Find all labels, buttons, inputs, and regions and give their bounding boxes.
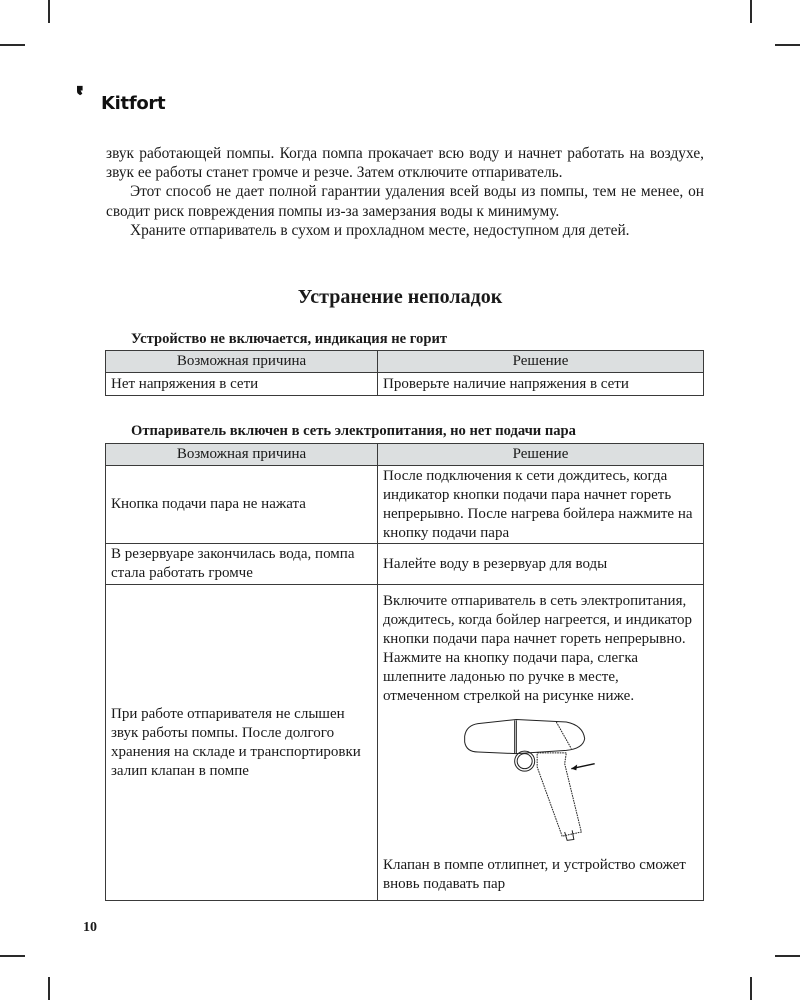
intro-text — [106, 144, 704, 240]
crop-mark — [775, 44, 800, 46]
brand-name: Kitfort — [101, 93, 166, 114]
solution-cell: Налейте воду в резервуар для воды — [378, 544, 704, 585]
crop-mark — [0, 44, 25, 46]
table-row — [106, 466, 704, 544]
column-header-cause: Возможная причина — [106, 351, 378, 373]
table-caption: Отпариватель включен в сеть электропитания, но нет подачи пара — [131, 423, 576, 439]
crop-mark — [750, 0, 752, 23]
solution-cell — [378, 585, 704, 901]
table-row — [106, 373, 704, 396]
table-row — [106, 585, 704, 901]
crop-mark — [775, 955, 800, 957]
solution-cell: После подключения к сети дождитесь, когда индикатор кнопки подачи пара начнет гореть непрерывно. После нагрева бойлера нажмите на кнопку подачи пара — [378, 466, 704, 544]
crop-mark — [48, 977, 50, 1000]
table-header-row — [106, 351, 704, 373]
table-header-row — [106, 444, 704, 466]
solution-cell: Проверьте наличие напряжения в сети — [378, 373, 704, 396]
crop-mark — [48, 0, 50, 23]
column-header-solution: Решение — [378, 351, 704, 373]
cause-cell: При работе отпаривателя не слышен звук работы помпы. После долгого хранения на складе и транспортировки залип клапан в помпе — [106, 585, 378, 901]
crop-mark — [0, 955, 25, 957]
troubleshooting-table — [105, 443, 704, 901]
paragraph: Храните отпариватель в сухом и прохладном месте, недоступном для детей. — [130, 221, 630, 239]
solution-result-text: Клапан в помпе отлипнет, и устройство сможет вновь подавать пар — [383, 856, 686, 892]
table-row — [106, 544, 704, 585]
section-title: Устранение неполадок — [297, 286, 503, 308]
crop-mark — [750, 977, 752, 1000]
column-header-solution: Решение — [378, 444, 704, 466]
cause-cell: В резервуаре закончилась вода, помпа стала работать громче — [106, 544, 378, 585]
page-number: 10 — [83, 920, 97, 935]
solution-text: Включите отпариватель в сеть электропитания, дождитесь, когда бойлер нагреется, и индикатор кнопки подачи пара начнет гореть непрерывно. Нажмите на кнопку подачи пара, слегка шлепните ладонью по ручке в месте, отмеченном стрелкой на рисунке ниже. — [383, 592, 693, 704]
steamer-handle-illustration-icon — [458, 712, 608, 852]
table-caption: Устройство не включается, индикация не горит — [131, 331, 448, 347]
paragraph: звук работающей помпы. Когда помпа прокачает всю воду и начнет работать на воздухе, звук ее работы станет громче и резче. Затем отключите отпариватель. — [106, 145, 704, 182]
cause-cell: Кнопка подачи пара не нажата — [106, 466, 378, 544]
troubleshooting-table — [105, 350, 704, 396]
cause-cell: Нет напряжения в сети — [106, 373, 378, 396]
column-header-cause: Возможная причина — [106, 444, 378, 466]
paragraph: Этот способ не дает полной гарантии удаления всей воды из помпы, тем не менее, он сводит риск повреждения помпы из-за замерзания воды к минимуму. — [106, 183, 704, 220]
